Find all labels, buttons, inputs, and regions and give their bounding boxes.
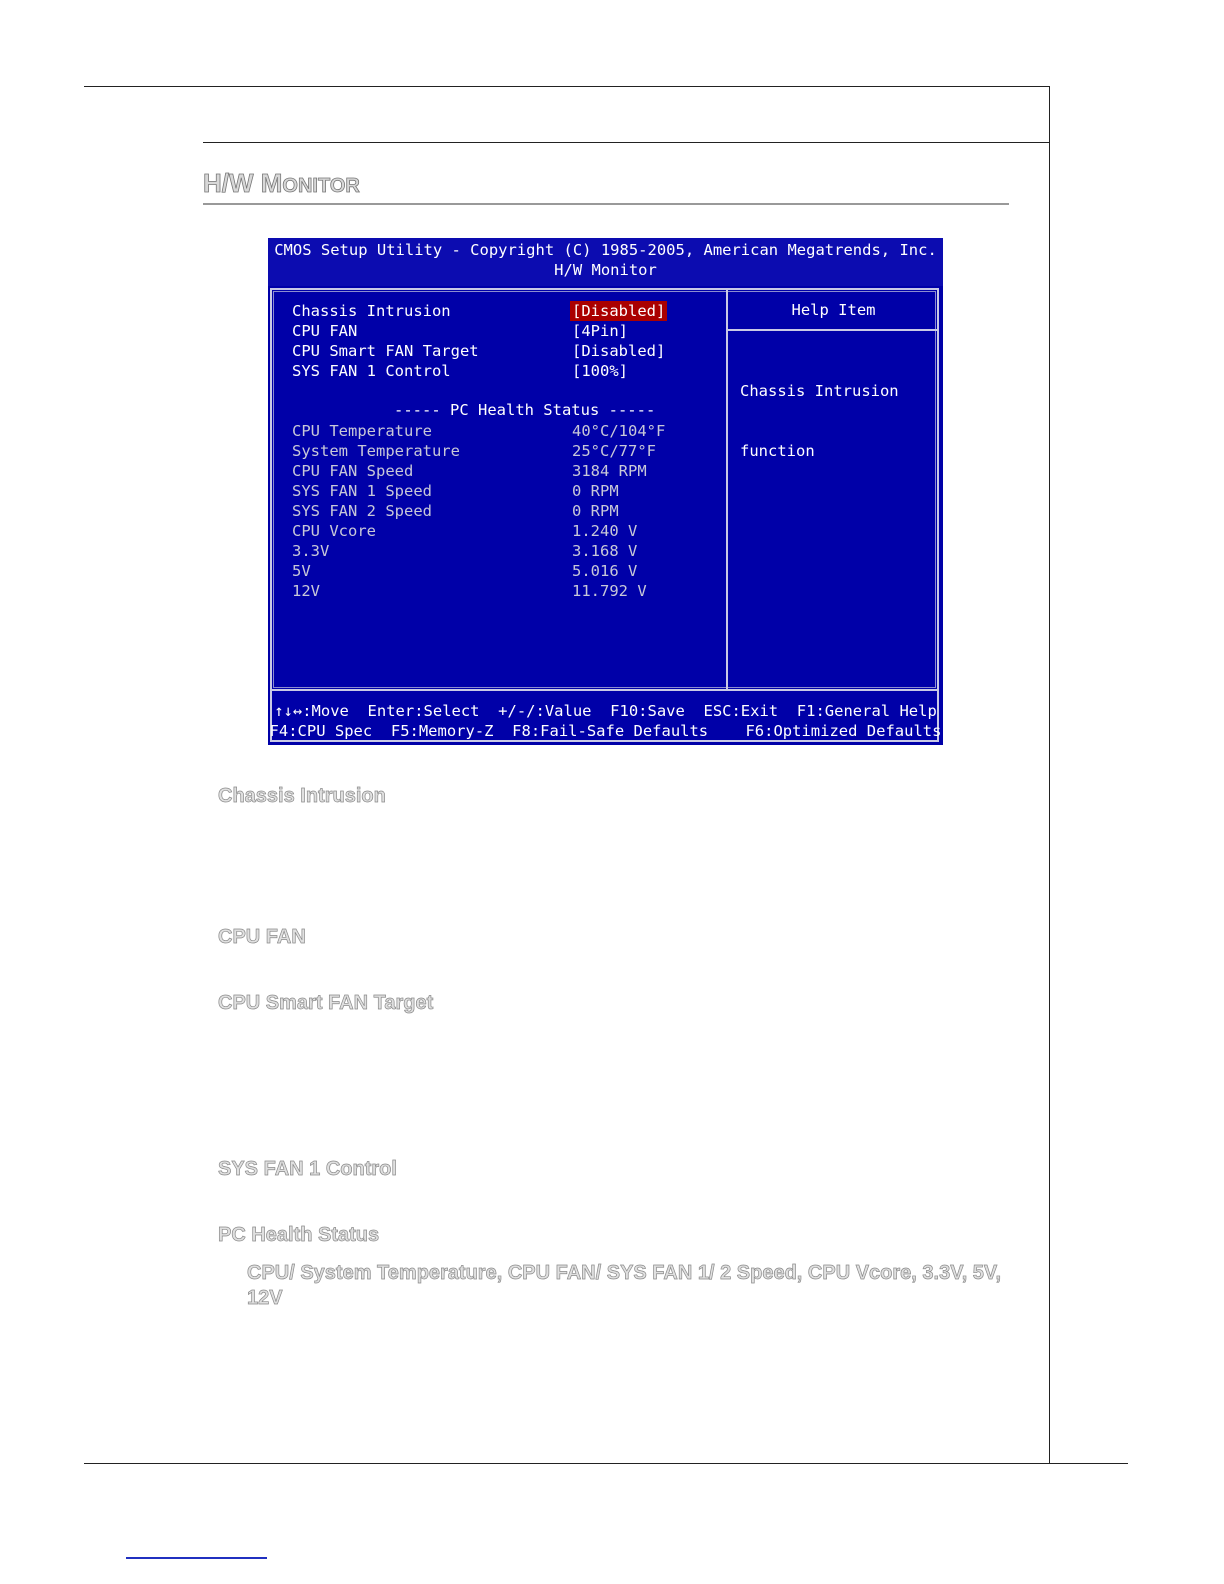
footer-link-underline <box>126 1557 267 1559</box>
status-row <box>292 481 619 501</box>
status-row <box>292 421 666 441</box>
status-value: 11.792 V <box>572 582 647 600</box>
status-label: SYS FAN 1 Speed <box>292 482 432 500</box>
heading-cpu-smart-fan-target: CPU Smart FAN Target <box>218 992 434 1014</box>
setting-label: CPU Smart FAN Target <box>292 342 479 360</box>
status-label: CPU Vcore <box>292 522 376 540</box>
status-label: SYS FAN 2 Speed <box>292 502 432 520</box>
bios-help-title-divider <box>728 329 939 331</box>
status-label: System Temperature <box>292 442 460 460</box>
status-value: 0 RPM <box>572 502 619 520</box>
status-value: 40°C/104°F <box>572 422 666 440</box>
help-text-line: Chassis Intrusion <box>740 382 899 400</box>
status-label: 3.3V <box>292 542 330 560</box>
bios-screen <box>268 238 943 745</box>
help-text-line: function <box>740 442 815 460</box>
setting-value[interactable]: [Disabled] <box>572 342 666 360</box>
status-value: 25°C/77°F <box>572 442 656 460</box>
heading-chassis-intrusion: Chassis Intrusion <box>218 785 386 807</box>
bios-header <box>268 238 943 286</box>
status-row <box>292 501 619 521</box>
status-value: 3184 RPM <box>572 462 647 480</box>
setting-value[interactable]: [4Pin] <box>572 322 628 340</box>
bios-help-divider <box>726 290 728 690</box>
page-title-rest: ONITOR <box>282 175 360 197</box>
help-item-title: Help Item <box>791 301 876 319</box>
status-row <box>292 521 638 541</box>
setting-cpu-smart-fan-target[interactable] <box>292 341 666 361</box>
status-row <box>292 561 638 581</box>
help-item-text <box>740 341 899 501</box>
status-label: 5V <box>292 562 311 580</box>
pc-health-status-label: ----- PC Health Status ----- <box>394 401 656 419</box>
heading-sys-fan-1-control: SYS FAN 1 Control <box>218 1158 397 1180</box>
page-title-first: H/W M <box>203 168 283 198</box>
bios-header-copyright: CMOS Setup Utility - Copyright (C) 1985-2005, American Megatrends, Inc. <box>274 241 937 259</box>
setting-value[interactable]: [Disabled] <box>572 302 666 320</box>
heading-pc-health-status: PC Health Status <box>218 1224 380 1246</box>
setting-sys-fan-1-control[interactable] <box>292 361 628 381</box>
top-rule <box>84 86 1050 87</box>
setting-value[interactable]: [100%] <box>572 362 628 380</box>
status-value: 1.240 V <box>572 522 638 540</box>
status-label: 12V <box>292 582 320 600</box>
bios-key-legend-2: F4:CPU Spec F5:Memory-Z F8:Fail-Safe Defaults F6:Optimized Defaults <box>269 722 942 740</box>
status-label: CPU FAN Speed <box>292 462 414 480</box>
bios-key-legend-1: ↑↓↔:Move Enter:Select +/-/:Value F10:Save ESC:Exit F1:General Help <box>274 702 937 720</box>
status-value: 3.168 V <box>572 542 638 560</box>
right-rule <box>1049 86 1050 1464</box>
status-row <box>292 541 638 561</box>
heading-cpu-fan: CPU FAN <box>218 926 306 948</box>
status-value: 0 RPM <box>572 482 619 500</box>
title-underline <box>203 203 1009 205</box>
status-label: CPU Temperature <box>292 422 432 440</box>
setting-label: Chassis Intrusion <box>292 302 451 320</box>
bottom-rule <box>84 1463 1128 1464</box>
status-row <box>292 441 656 461</box>
page-title <box>203 168 360 199</box>
status-row <box>292 581 647 601</box>
pc-health-status-description: CPU/ System Temperature, CPU FAN/ SYS FAN 1/ 2 Speed, CPU Vcore, 3.3V, 5V, 12V <box>247 1262 1001 1309</box>
status-row <box>292 461 647 481</box>
status-value: 5.016 V <box>572 562 638 580</box>
setting-chassis-intrusion[interactable] <box>292 301 666 321</box>
setting-label: SYS FAN 1 Control <box>292 362 451 380</box>
bios-header-page: H/W Monitor <box>554 261 657 279</box>
setting-cpu-fan[interactable] <box>292 321 628 341</box>
setting-label: CPU FAN <box>292 322 358 340</box>
header-rule <box>203 142 1049 143</box>
